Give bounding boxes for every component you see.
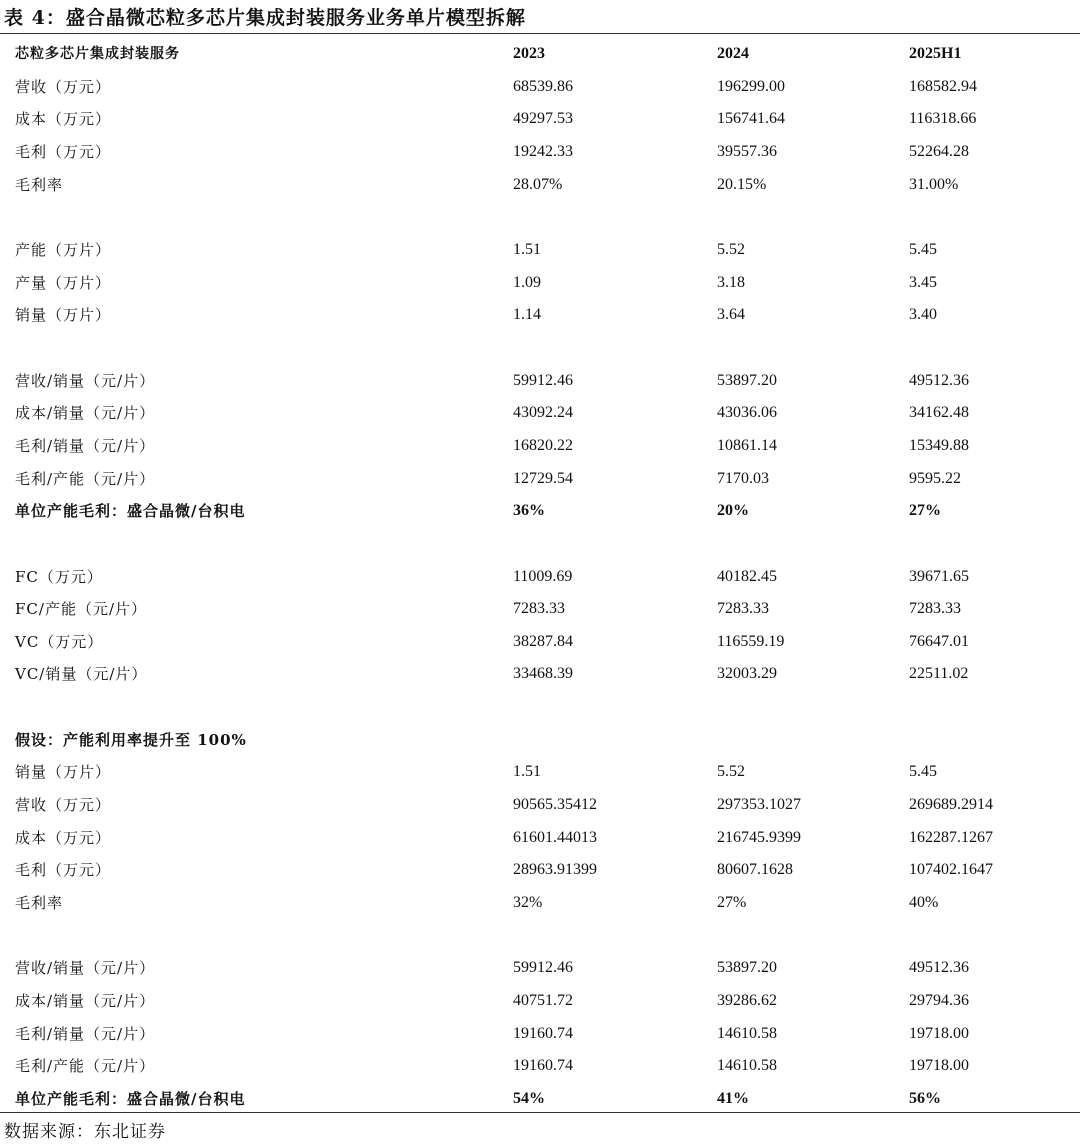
table-row [0, 365, 1080, 398]
cell-2025h1: 162287.1267 [909, 828, 993, 846]
cell-2024: 3.64 [717, 306, 745, 324]
table-row [0, 463, 1080, 496]
table-header-row [0, 38, 1080, 71]
cell-2024: 10861.14 [717, 436, 777, 454]
cell-2023: 19160.74 [513, 1057, 573, 1075]
row-label: 毛利/产能（元/片） [15, 1057, 156, 1076]
row-label: 产量（万片） [15, 273, 112, 292]
row-label: 成本/销量（元/片） [15, 404, 156, 423]
cell-2025h1: 7283.33 [909, 600, 961, 618]
table-row [0, 430, 1080, 463]
row-label: 成本（万元） [15, 828, 112, 847]
table-row [0, 789, 1080, 822]
cell-2025h1: 27% [909, 502, 941, 520]
cell-2024: 41% [717, 1090, 749, 1107]
row-label: VC/销量（元/片） [15, 665, 148, 684]
table-row [0, 495, 1080, 528]
row-label: 单位产能毛利：盛合晶微/台积电 [15, 1090, 246, 1108]
cell-2024: 39557.36 [717, 142, 777, 160]
row-label: 营收（万元） [15, 77, 112, 96]
cell-2023: 49297.53 [513, 110, 573, 128]
table-row [0, 920, 1080, 953]
table-row [0, 397, 1080, 430]
cell-2025h1: 2025H1 [909, 45, 962, 62]
cell-2024: 20% [717, 502, 749, 520]
cell-2023: 19160.74 [513, 1024, 573, 1042]
cell-2023: 11009.69 [513, 567, 573, 585]
cell-2025h1: 107402.1647 [909, 861, 993, 879]
table-row [0, 136, 1080, 169]
cell-2023: 1.14 [513, 306, 541, 324]
cell-2023: 61601.44013 [513, 828, 597, 846]
cell-2024: 53897.20 [717, 371, 777, 389]
data-table [0, 38, 1080, 1116]
row-label: 营收/销量（元/片） [15, 959, 156, 978]
cell-2025h1: 52264.28 [909, 142, 969, 160]
row-label: 单位产能毛利：盛合晶微/台积电 [15, 502, 246, 521]
cell-2025h1: 5.45 [909, 763, 937, 781]
cell-2023: 36% [513, 502, 545, 520]
cell-2024: 40182.45 [717, 567, 777, 585]
cell-2025h1: 19718.00 [909, 1024, 969, 1042]
cell-2024: 43036.06 [717, 404, 777, 422]
cell-2024: 27% [717, 894, 747, 912]
row-label: FC（万元） [15, 567, 103, 586]
cell-2025h1: 3.40 [909, 306, 937, 324]
cell-2024: 14610.58 [717, 1024, 777, 1042]
table-row [0, 1018, 1080, 1051]
cell-2023: 33468.39 [513, 665, 573, 683]
cell-2023: 54% [513, 1090, 545, 1107]
cell-2025h1: 34162.48 [909, 404, 969, 422]
row-label: 毛利/销量（元/片） [15, 1024, 156, 1043]
row-label: FC/产能（元/片） [15, 600, 147, 619]
cell-2025h1: 19718.00 [909, 1057, 969, 1075]
table-row [0, 822, 1080, 855]
cell-2023: 12729.54 [513, 469, 573, 487]
table-row [0, 528, 1080, 561]
cell-2023: 7283.33 [513, 600, 565, 618]
top-rule [0, 33, 1080, 34]
cell-2025h1: 76647.01 [909, 632, 969, 650]
cell-2024: 80607.1628 [717, 861, 793, 879]
table-row [0, 234, 1080, 267]
cell-2023: 2023 [513, 45, 545, 62]
cell-2024: 2024 [717, 45, 749, 62]
cell-2025h1: 5.45 [909, 240, 937, 258]
table-row [0, 887, 1080, 920]
table-row [0, 854, 1080, 887]
cell-2025h1: 168582.94 [909, 77, 977, 95]
cell-2024: 196299.00 [717, 77, 785, 95]
table-row [0, 267, 1080, 300]
row-label: 毛利（万元） [15, 861, 112, 880]
table-row [0, 952, 1080, 985]
cell-2024: 3.18 [717, 273, 745, 291]
cell-2024: 7283.33 [717, 600, 769, 618]
table-row [0, 71, 1080, 104]
row-label: VC（万元） [15, 632, 104, 651]
cell-2024: 216745.9399 [717, 828, 801, 846]
cell-2023: 40751.72 [513, 992, 573, 1010]
cell-2024: 5.52 [717, 240, 745, 258]
cell-2024: 116559.19 [717, 632, 785, 650]
cell-2025h1: 9595.22 [909, 469, 961, 487]
table-row [0, 756, 1080, 789]
cell-2023: 28.07% [513, 175, 563, 193]
cell-2025h1: 116318.66 [909, 110, 977, 128]
row-label: 毛利率 [15, 175, 64, 194]
row-label: 销量（万片） [15, 763, 112, 782]
cell-2023: 28963.91399 [513, 861, 597, 879]
cell-2025h1: 49512.36 [909, 959, 969, 977]
cell-2024: 20.15% [717, 175, 767, 193]
cell-2024: 14610.58 [717, 1057, 777, 1075]
row-label: 毛利（万元） [15, 142, 112, 161]
row-label: 成本/销量（元/片） [15, 992, 156, 1011]
cell-2025h1: 39671.65 [909, 567, 969, 585]
cell-2023: 90565.35412 [513, 796, 597, 814]
cell-2023: 38287.84 [513, 632, 573, 650]
cell-2023: 16820.22 [513, 436, 573, 454]
cell-2025h1: 31.00% [909, 175, 959, 193]
cell-2023: 1.09 [513, 273, 541, 291]
table-row [0, 332, 1080, 365]
table-row [0, 985, 1080, 1018]
bottom-rule [0, 1112, 1080, 1113]
table-row [0, 299, 1080, 332]
table-row [0, 626, 1080, 659]
cell-2025h1: 22511.02 [909, 665, 969, 683]
cell-2023: 19242.33 [513, 142, 573, 160]
cell-2024: 297353.1027 [717, 796, 801, 814]
source-note: 数据来源：东北证券 [4, 1122, 166, 1142]
cell-2025h1: 40% [909, 894, 939, 912]
table-row [0, 691, 1080, 724]
row-label: 芯粒多芯片集成封装服务 [15, 46, 180, 62]
table-row [0, 593, 1080, 626]
table-row [0, 169, 1080, 202]
row-label: 毛利率 [15, 894, 64, 913]
table-row [0, 201, 1080, 234]
cell-2023: 1.51 [513, 240, 541, 258]
cell-2023: 59912.46 [513, 371, 573, 389]
table-row [0, 1050, 1080, 1083]
cell-2024: 32003.29 [717, 665, 777, 683]
cell-2025h1: 15349.88 [909, 436, 969, 454]
row-label: 产能（万片） [15, 240, 112, 259]
row-label: 销量（万片） [15, 306, 112, 325]
row-label: 成本（万元） [15, 110, 112, 129]
cell-2024: 39286.62 [717, 992, 777, 1010]
cell-2023: 59912.46 [513, 959, 573, 977]
row-label: 营收（万元） [15, 796, 112, 815]
cell-2025h1: 56% [909, 1090, 941, 1107]
cell-2023: 1.51 [513, 763, 541, 781]
row-label: 毛利/产能（元/片） [15, 469, 156, 488]
cell-2023: 43092.24 [513, 404, 573, 422]
cell-2024: 7170.03 [717, 469, 769, 487]
cell-2024: 53897.20 [717, 959, 777, 977]
table-row [0, 658, 1080, 691]
cell-2024: 156741.64 [717, 110, 785, 128]
table-row [0, 1083, 1080, 1116]
row-label: 假设：产能利用率提升至 100% [15, 730, 247, 749]
cell-2025h1: 3.45 [909, 273, 937, 291]
cell-2024: 5.52 [717, 763, 745, 781]
cell-2025h1: 269689.2914 [909, 796, 993, 814]
cell-2023: 68539.86 [513, 77, 573, 95]
cell-2025h1: 29794.36 [909, 992, 969, 1010]
row-label: 营收/销量（元/片） [15, 371, 156, 390]
cell-2025h1: 49512.36 [909, 371, 969, 389]
cell-2023: 32% [513, 894, 543, 912]
table-row [0, 561, 1080, 594]
table-row [0, 724, 1080, 757]
table-title: 表 4：盛合晶微芯粒多芯片集成封装服务业务单片模型拆解 [4, 7, 526, 29]
row-label: 毛利/销量（元/片） [15, 436, 156, 455]
table-row [0, 103, 1080, 136]
